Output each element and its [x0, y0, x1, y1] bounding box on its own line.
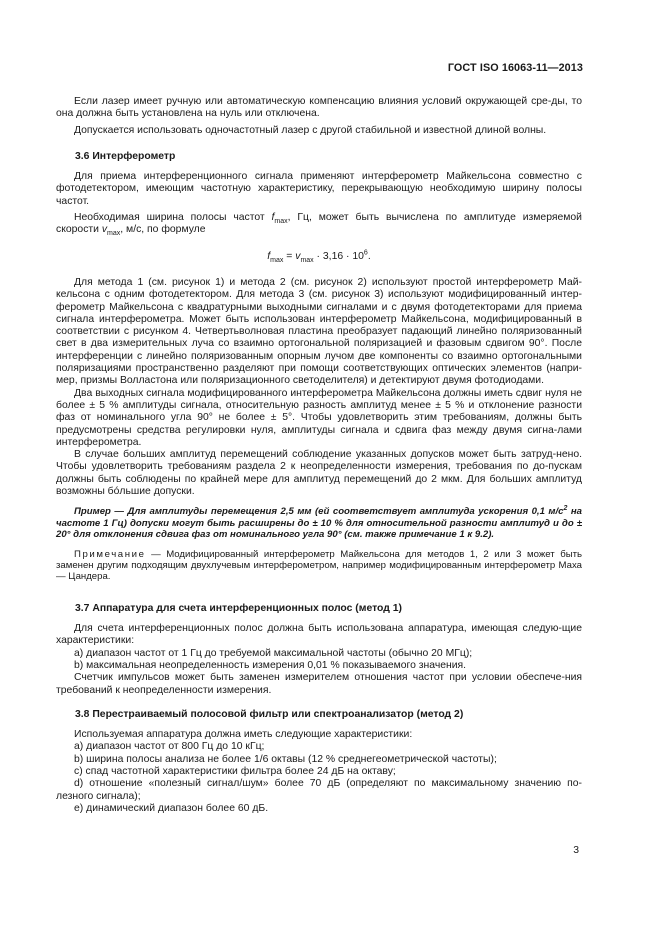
note-label: Примечание: [74, 548, 146, 560]
example-block: [56, 506, 582, 540]
section-heading: 3.7 Аппаратура для счета интерференционных полос (метод 1): [75, 602, 402, 614]
subscript: max: [270, 256, 284, 264]
text-span: на частоте 1 Гц) допуски могут быть расширены до ± 10 % для относительной разности амплитуд и до ± 20° для отклонения сдвига фаз от номинального угла 90° (см. также примечание 1 к 9.2).: [56, 506, 582, 541]
subscript: max: [300, 256, 314, 264]
formula-end: .: [367, 250, 371, 262]
characteristics-list: [56, 741, 582, 815]
paragraph: Если лазер имеет ручную или автоматическую компенсацию влияния условий окружающей сре-ды, то она должна быть установлена на нуль или отключена.: [56, 96, 582, 120]
paragraph: Допускается использовать одночастотный лазер с другой стабильной и известной длиной волны.: [74, 124, 547, 136]
text-span: , Гц, может быть вычислена по амплитуде измеряемой скорости: [56, 212, 582, 236]
section-heading: 3.8 Перестраиваемый полосовой фильтр или спектроанализатор (метод 2): [75, 708, 464, 720]
subscript: max: [274, 218, 288, 226]
page-content: [56, 96, 582, 815]
paragraph: Используемая аппаратура должна иметь следующие характеристики:: [74, 729, 413, 741]
paragraph: В случае больших амплитуд перемещений соблюдение указанных допусков может быть затруд-нено. Чтобы удовлетворить требованиям раздела 2 к неопределенности измерения, требования по до-пускам должны быть соблюдены по крайней мере для амплитуд перемещений до 2 мкм. Для больших амплитуд возможны бóльшие допуски.: [56, 449, 582, 498]
list-item: b) максимальная неопределенность измерения 0,01 % показываемого значения.: [74, 659, 467, 671]
paragraph: Два выходных сигнала модифицированного интерферометра Майкельсона должны иметь сдвиг нуля не более ± 5 % амплитуды сигнала, относительную разность амплитуд менее ± 5 % и отклонение разности фаз от номинального угла 90° не более ± 5°. Чтобы удовлетворить этим требованиям, должны быть предусмотрены средства регулировки нуля, амплитуды сигнала и сдвига фаз между двумя сигна-лами интерферометра.: [56, 387, 582, 448]
text-span: Пример — Для амплитуды перемещения 2,5 мм (ей соответствует амплитуда ускорения 0,1 м/с: [74, 506, 564, 518]
characteristics-list: [56, 648, 582, 673]
symbol-v: v: [101, 224, 108, 236]
note-block: [56, 549, 582, 583]
text-span: Необходимая ширина полосы частот: [74, 212, 272, 224]
note-text: — Модифицированный интерферометр Майкельсона для методов 1, 2 или 3 может быть заменен другим подходящим двухлучевым интерферометром, например модифицированным интерферометр Маха — Цандера.: [56, 548, 582, 583]
subscript: max: [107, 230, 121, 238]
superscript: 2: [563, 505, 568, 513]
superscript: 6: [363, 249, 368, 257]
paragraph: Счетчик импульсов может быть заменен измерителем отношения частот при условии обеспече-ния требований к неопределенности измерения.: [56, 672, 582, 696]
list-item: b) ширина полосы анализа не более 1/6 октавы (12 % среднегеометрической частоты);: [74, 753, 497, 765]
paragraph: [56, 212, 582, 237]
symbol-f: f: [267, 250, 271, 262]
equals-sign: =: [283, 250, 296, 262]
formula-constant: · 3,16 · 10: [313, 250, 364, 262]
text-span: , м/с, по формуле: [120, 224, 206, 236]
paragraph: Для счета интерференционных полос должна быть использована аппаратура, имеющая следую-щие характеристики:: [56, 623, 582, 647]
symbol-v: v: [295, 250, 301, 262]
section-heading: 3.6 Интерферометр: [75, 150, 176, 162]
list-item: e) динамический диапазон более 60 дБ.: [74, 802, 269, 814]
list-item: a) диапазон частот от 1 Гц до требуемой максимальной частоты (обычно 20 МГц);: [74, 647, 473, 659]
list-item: d) отношение «полезный сигнал/шум» более 70 дБ (определяют по максимальному значению по-лезного сигнала);: [56, 778, 582, 802]
list-item: c) спад частотной характеристики фильтра более 24 дБ на октаву;: [74, 766, 396, 778]
list-item: a) диапазон частот от 800 Гц до 10 кГц;: [74, 741, 265, 753]
symbol-f: f: [271, 212, 275, 224]
page-number: 3: [573, 845, 579, 856]
paragraph: Для метода 1 (см. рисунок 1) и метода 2 (см. рисунок 2) используют простой интерферометр Май-кельсона с одним фотодетектором. Для метода 3 (см. рисунок 3) используют модифицированный интер-ферометр Майкельсона с квадратурными выходными сигналами и с двумя фотодетекторами для приема сигнала интерферометра. Может быть использован интерферометр Майкельсона, модифицированный в соответствии с рисунком 4. Четвертьволновая пластина преобразует падающий линейно поляризованный свет в два измерительных луча со взаимно ортогональной поляризацией и фазовым сдвигом 90°. После интерференции с линейно поляризованным опорным лучом две компоненты со взаимно ортогональными поляризациями пространственно разделяют при помощи соответствующих оптических элементов (напри-мер, призмы Волластона или поляризационного светоделителя) и детектируют двумя фотодиодами.: [56, 276, 582, 387]
paragraph: Для приема интерференционного сигнала применяют интерферометр Майкельсона совместно с фотодетектором, имеющим частотную характеристику, перекрывающую необходимую ширину полосы частот.: [56, 171, 582, 207]
document-code: ГОСТ ISO 16063-11—2013: [447, 62, 583, 74]
formula: [56, 251, 582, 263]
